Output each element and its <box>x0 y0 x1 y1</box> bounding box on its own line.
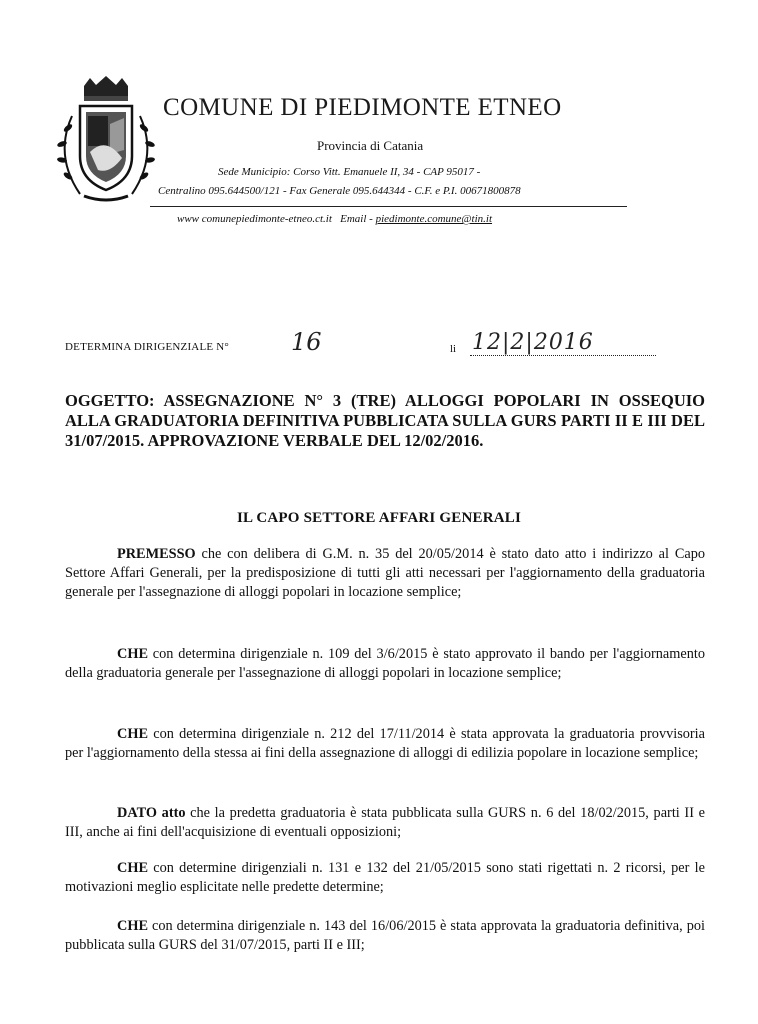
paragraph-text: con determina dirigenziale n. 212 del 17/11/2014 è stata approvata la graduatoria provvisoria per l'aggiornamento della stessa ai fini della assegnazione di alloggi di edilizia popolare in locazione semplice; <box>65 726 705 762</box>
paragraph-text: che con delibera di G.M. n. 35 del 20/05/2014 è stato dato atto i indirizzo al Capo Settore Affari Generali, per la predisposizione di tutti gli atti necessari per l'aggiornamento della graduatoria generale per l'assegnazione di alloggi popolari in locazione semplice; <box>65 546 705 601</box>
website-link[interactable]: www comunepiedimonte-etneo.ct.it <box>177 213 332 225</box>
paragraph <box>65 545 705 603</box>
web-line <box>177 213 492 225</box>
paragraph <box>65 859 705 897</box>
address-line: Sede Municipio: Corso Vitt. Emanuele II, 34 - CAP 95017 - <box>218 166 481 178</box>
paragraph <box>65 645 705 683</box>
subject-block: OGGETTO: ASSEGNAZIONE N° 3 (TRE) ALLOGGI POPOLARI IN OSSEQUIO ALLA GRADUATORIA DEFINITIVA PUBBLICATA SULLA GURS PARTI II E III DEL 31/07/2015. APPROVAZIONE VERBALE DEL 12/02/2016. <box>65 391 705 450</box>
paragraph-lead: PREMESSO <box>117 546 196 562</box>
paragraph-lead: CHE <box>117 918 148 934</box>
coat-of-arms-emblem <box>50 76 162 208</box>
section-heading: IL CAPO SETTORE AFFARI GENERALI <box>236 510 522 526</box>
email-link[interactable]: piedimonte.comune@tin.it <box>375 213 493 225</box>
header-divider <box>150 206 627 207</box>
paragraph-lead: CHE <box>117 860 148 876</box>
paragraph-text: con determine dirigenziali n. 131 e 132 del 21/05/2015 sono stati rigettati n. 2 ricorsi, per le motivazioni meglio esplicitate nelle predette determine; <box>65 860 705 896</box>
paragraph <box>65 725 705 763</box>
paragraph-lead: DATO atto <box>117 805 186 821</box>
paragraph <box>65 917 705 955</box>
paragraph <box>65 804 705 842</box>
paragraph-text: con determina dirigenziale n. 143 del 16/06/2015 è stata approvata la graduatoria definitiva, poi pubblicata sulla GURS del 31/07/2015, parti II e III; <box>65 918 705 954</box>
contacts-line: Centralino 095.644500/121 - Fax Generale 095.644344 - C.F. e P.I. 00671800878 <box>158 185 521 197</box>
date-label: li <box>450 343 457 355</box>
municipality-title: COMUNE DI PIEDIMONTE ETNEO <box>163 94 562 121</box>
determina-label: DETERMINA DIRIGENZIALE N° <box>65 341 229 353</box>
determina-date: 12|2|2016 <box>472 330 594 355</box>
province-subtitle: Provincia di Catania <box>317 138 424 153</box>
date-dotted-line <box>470 355 656 356</box>
determina-number: 16 <box>291 328 322 356</box>
paragraph-lead: CHE <box>117 726 148 742</box>
email-label: Email - <box>340 213 373 225</box>
paragraph-lead: CHE <box>117 646 148 662</box>
paragraph-text: con determina dirigenziale n. 109 del 3/6/2015 è stato approvato il bando per l'aggiornamento della graduatoria generale per l'assegnazione di alloggi popolari in locazione semplice; <box>65 646 705 682</box>
paragraph-text: che la predetta graduatoria è stata pubblicata sulla GURS n. 6 del 18/02/2015, parti II e III, anche ai fini dell'acquisizione di eventuali opposizioni; <box>65 805 705 841</box>
